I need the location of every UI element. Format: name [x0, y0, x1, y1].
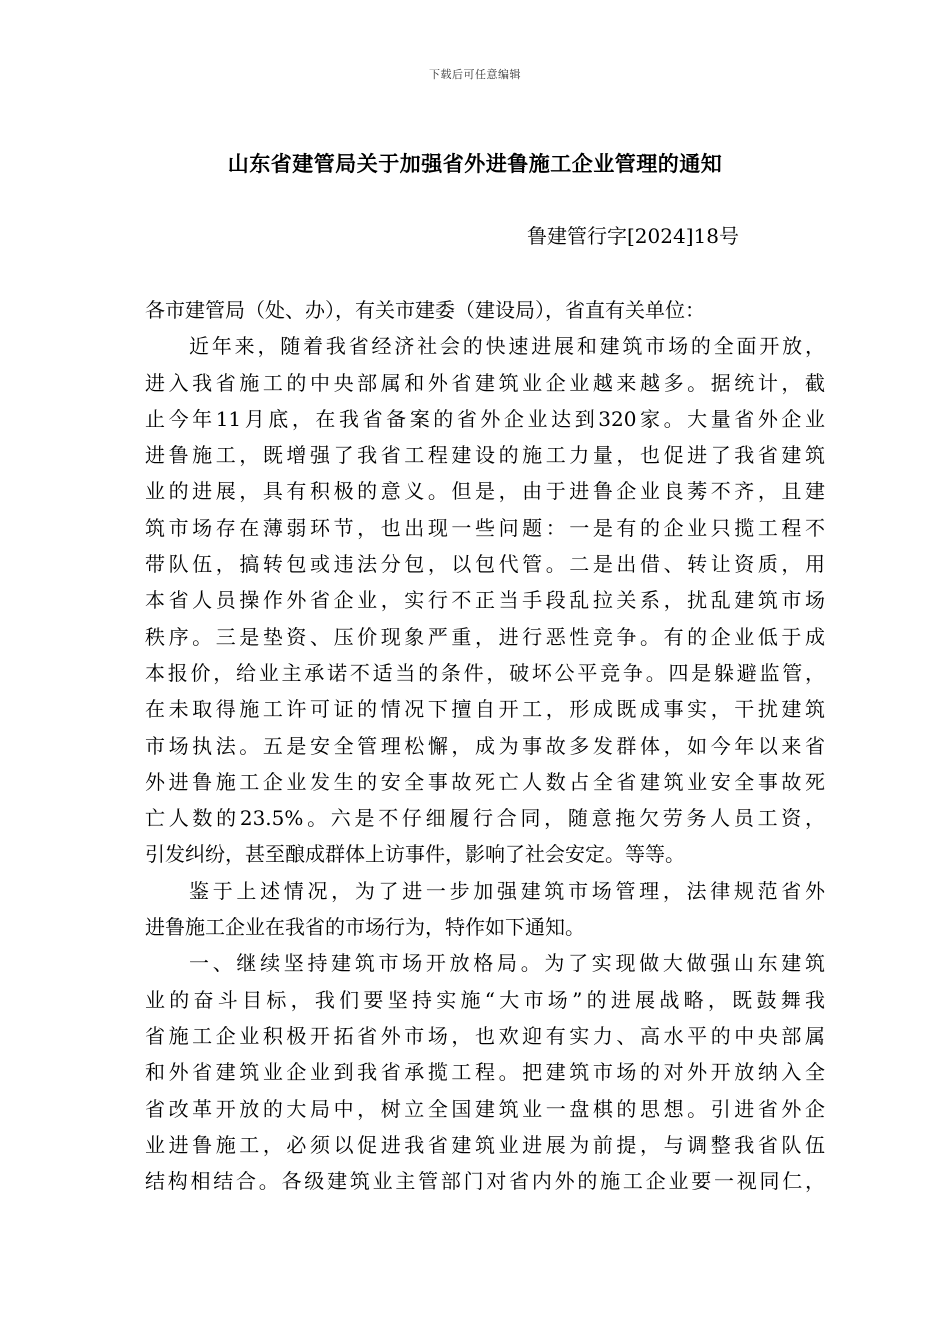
salutation-line: 各市建管局（处、办），有关市建委（建设局），省直有关单位： [145, 298, 705, 322]
paragraph-line: 引发纠纷，甚至酿成群体上访事件，影响了社会安定。等等。 [145, 842, 685, 867]
paragraph-line: 业的奋斗目标，我们要坚持实施“大市场”的进展战略，既鼓舞我 [145, 987, 825, 1012]
paragraph-line: 省施工企业积极开拓省外市场，也欢迎有实力、高水平的中央部属 [145, 1023, 825, 1048]
paragraph-line: 鉴于上述情况，为了进一步加强建筑市场管理，法律规范省外 [189, 878, 825, 903]
paragraph-line: 外进鲁施工企业发生的安全事故死亡人数占全省建筑业安全事故死 [145, 769, 825, 794]
document-number: 鲁建管行字[2024]18号 [527, 224, 739, 248]
document-body [145, 292, 825, 1199]
paragraph-line: 业进鲁施工，必须以促进我省建筑业进展为前提，与调整我省队伍 [145, 1132, 825, 1157]
paragraph-line: 本报价，给业主承诺不适当的条件，破坏公平竞争。四是躲避监管， [145, 660, 825, 685]
paragraph-line: 在未取得施工许可证的情况下擅自开工，形成既成事实，干扰建筑 [145, 697, 825, 722]
paragraph-line: 一、继续坚持建筑市场开放格局。为了实现做大做强山东建筑 [189, 951, 825, 976]
paragraph-line: 近年来，随着我省经济社会的快速进展和建筑市场的全面开放， [189, 334, 825, 359]
paragraph-line: 结构相结合。各级建筑业主管部门对省内外的施工企业要一视同仁， [145, 1169, 825, 1194]
header-note: 下载后可任意编辑 [429, 68, 521, 81]
paragraph-line: 进入我省施工的中央部属和外省建筑业企业越来越多。据统计，截 [145, 370, 825, 395]
paragraph-line: 进鲁施工企业在我省的市场行为，特作如下通知。 [145, 915, 585, 940]
paragraph-line: 省改革开放的大局中，树立全国建筑业一盘棋的思想。引进省外企 [145, 1096, 825, 1121]
paragraph-line: 秩序。三是垫资、压价现象严重，进行恶性竞争。有的企业低于成 [145, 624, 825, 649]
paragraph-line: 业的进展，具有积极的意义。但是，由于进鲁企业良莠不齐，且建 [145, 479, 825, 504]
paragraph-line: 进鲁施工，既增强了我省工程建设的施工力量，也促进了我省建筑 [145, 443, 825, 468]
paragraph-line: 止今年11月底，在我省备案的省外企业达到320家。大量省外企业 [145, 406, 825, 431]
document-title: 山东省建管局关于加强省外进鲁施工企业管理的通知 [227, 151, 723, 176]
paragraph-line: 本省人员操作外省企业，实行不正当手段乱拉关系，扰乱建筑市场 [145, 588, 825, 613]
paragraph-line: 亡人数的23.5%。六是不仔细履行合同，随意拖欠劳务人员工资， [145, 806, 825, 831]
paragraph-line: 和外省建筑业企业到我省承揽工程。把建筑市场的对外开放纳入全 [145, 1060, 825, 1085]
paragraph-line: 筑市场存在薄弱环节，也出现一些问题：一是有的企业只揽工程不 [145, 515, 825, 540]
paragraph-line: 市场执法。五是安全管理松懈，成为事故多发群体，如今年以来省 [145, 733, 825, 758]
paragraph-line: 带队伍，搞转包或违法分包，以包代管。二是出借、转让资质，用 [145, 552, 825, 577]
